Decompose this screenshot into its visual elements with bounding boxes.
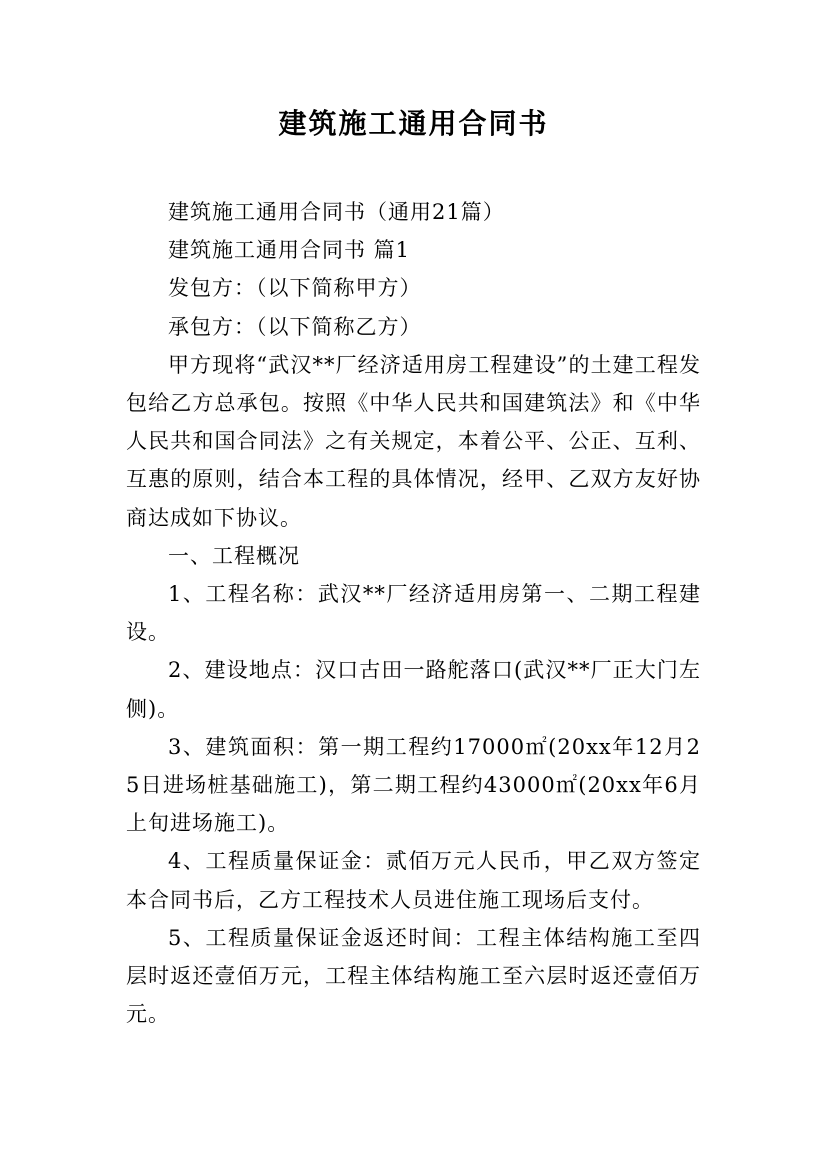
document-title: 建筑施工通用合同书 xyxy=(278,107,549,140)
paragraph-overview-heading: 一、工程概况 xyxy=(168,543,300,568)
paragraph-item-1: 1、工程名称：武汉**厂经济适用房第一、二期工程建设。 xyxy=(126,582,701,645)
paragraph-party-a: 发包方：（以下简称甲方） xyxy=(168,276,422,301)
paragraph-section-heading: 建筑施工通用合同书 篇1 xyxy=(168,238,411,263)
paragraph-item-3: 3、建筑面积：第一期工程约17000㎡(20xx年12月25日进场桩基础施工)，第二期工程约43000㎡(20xx年6月上旬进场施工)。 xyxy=(126,734,701,836)
paragraph-party-b: 承包方：（以下简称乙方） xyxy=(168,314,422,339)
paragraph-item-5: 5、工程质量保证金返还时间：工程主体结构施工至四层时返还壹佰万元，工程主体结构施工至六层时返还壹佰万元。 xyxy=(126,925,701,1027)
paragraph-subtitle: 建筑施工通用合同书（通用21篇） xyxy=(168,200,505,224)
paragraph-item-2: 2、建设地点：汉口古田一路舵落口(武汉**厂正大门左侧)。 xyxy=(126,658,701,721)
paragraph-intro: 甲方现将“武汉**厂经济适用房工程建设”的土建工程发包给乙方总承包。按照《中华人民共和国建筑法》和《中华人民共和国合同法》之有关规定，本着公平、公正、互利、互惠的原则，结合本工程的具体情况，经甲、乙双方友好协商达成如下协议。 xyxy=(126,352,701,530)
document-body xyxy=(126,193,701,1033)
paragraph-item-4: 4、工程质量保证金：贰佰万元人民币，甲乙双方签定本合同书后，乙方工程技术人员进住施工现场后支付。 xyxy=(126,849,701,912)
